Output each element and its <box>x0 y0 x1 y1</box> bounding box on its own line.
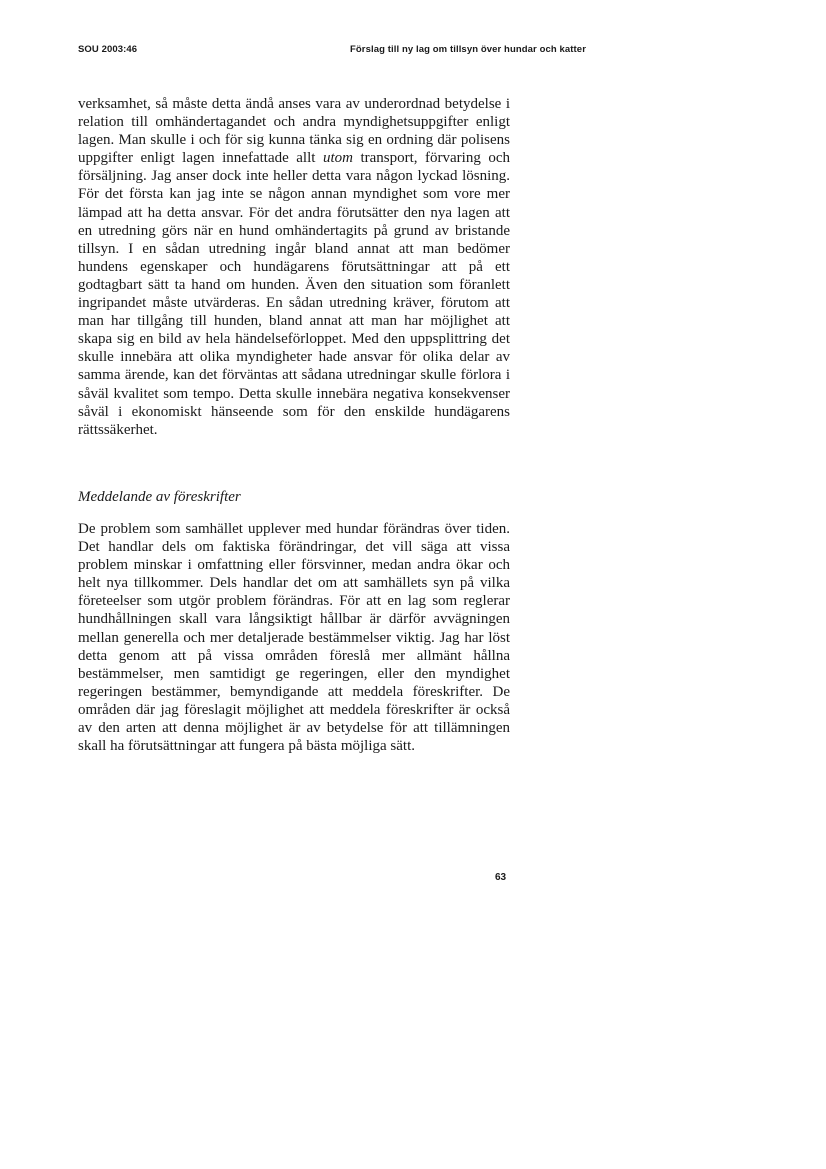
page-number: 63 <box>495 872 507 883</box>
emphasis-word: utom <box>322 150 353 167</box>
section-heading: Meddelande av föreskrifter <box>78 489 241 505</box>
report-title: Förslag till ny lag om tillsyn över hundar och katter <box>350 44 586 55</box>
body-paragraph-1 <box>78 95 510 439</box>
paragraph-text-end: transport, förvaring och försäljning. Jag anser dock inte heller detta vara någon lyckad lösning. För det första kan jag inte se någon annan myndighet som vore mer lämpad att ha detta ansvar. För det andra förutsätter den nya lagen att en utredning görs när en hund omhändertagits på grund av bristande tillsyn. I en sådan utredning ingår bland annat att man bedömer hundens egenskaper och hundägarens förutsättningar att på ett godtagbart sätt ta hand om hunden. Även den situation som föranlett ingripandet måste utvärderas. En sådan utredning kräver, förutom att man har tillgång till hunden, bland annat att man har möjlighet att skapa sig en bild av hela händelseförloppet. Med den uppsplittring det skulle innebära att olika myndigheter hade ansvar för olika delar av samma ärende, kan det förväntas att sådana utredningar skulle förlora i såväl kvalitet som tempo. Detta skulle innebära negativa konsekvenser såväl i ekonomiskt hänseende som för den enskilde hundägarens rättssäkerhet. <box>78 150 510 438</box>
report-number: SOU 2003:46 <box>78 44 138 55</box>
running-header <box>78 44 586 60</box>
paragraph-text-start: verksamhet, så måste detta ändå anses vara av underordnad betydelse i relation till omhändertagandet och andra myndighetsuppgifter enligt lagen. Man skulle i och för sig kunna tänka sig en ordning där polisens uppgifter enligt lagen innefattade allt <box>78 96 510 167</box>
body-paragraph-2: De problem som samhället upplever med hundar förändras över tiden. Det handlar dels om faktiska förändringar, det vill säga att vissa problem minskar i omfattning eller försvinner, medan andra ökar och helt nya tillkommer. Dels handlar det om att samhällets syn på vilka företeelser som utgör problem förändras. För att en lag som reglerar hundhållningen skall vara långsiktigt hållbar är därför avvägningen mellan generella och mer detaljerade bestämmelser viktig. Jag har löst detta genom att på vissa områden föreslå mer allmänt hållna bestämmelser, men samtidigt ge regeringen, eller den myndighet regeringen bestämmer, bemyndigande att meddela föreskrifter. De områden där jag föreslagit möjlighet att meddela föreskrifter är också av den arten att denna möjlighet är av betydelse för att tillämningen skall ha förutsättningar att fungera på bästa möjliga sätt. <box>78 521 510 755</box>
